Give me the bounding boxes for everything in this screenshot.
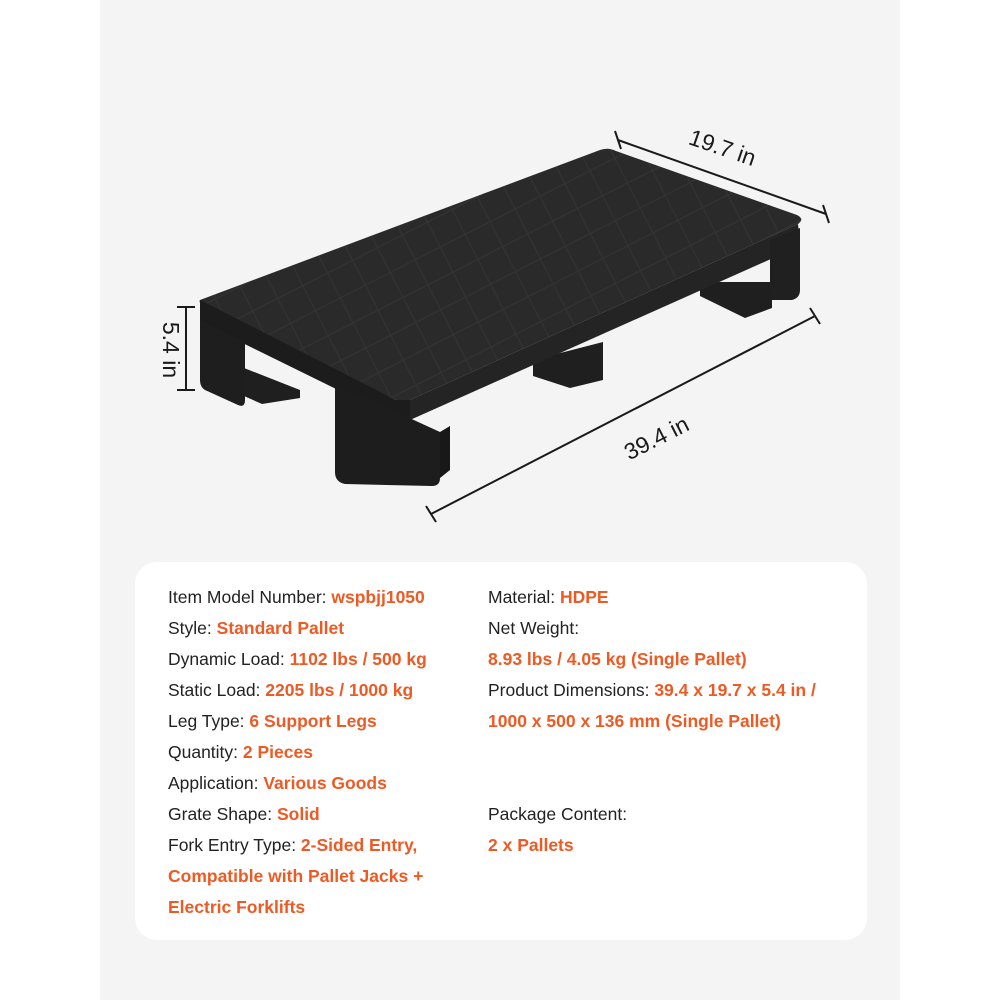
spec-label: Quantity: <box>168 742 243 762</box>
spacer <box>488 737 858 768</box>
spec-leg-type <box>168 706 478 737</box>
spacer <box>488 768 858 799</box>
spec-column-left <box>168 582 478 923</box>
pallet-leg-front-left-inner <box>244 368 300 404</box>
spec-value: 8.93 lbs / 4.05 kg (Single Pallet) <box>488 649 747 669</box>
spec-label: Leg Type: <box>168 711 250 731</box>
spec-label: Material: <box>488 587 560 607</box>
spec-value: wspbjj1050 <box>331 587 425 607</box>
spec-material <box>488 582 858 613</box>
spec-label: Static Load: <box>168 680 266 700</box>
spec-fork-entry-cont <box>168 892 478 923</box>
dimension-label-length: 39.4 in <box>619 410 694 466</box>
spec-value: Electric Forklifts <box>168 897 306 917</box>
spec-value: 2 x Pallets <box>488 835 574 855</box>
spec-grate-shape <box>168 799 478 830</box>
spec-label: Dynamic Load: <box>168 649 290 669</box>
spec-net-weight-label <box>488 613 858 644</box>
spec-label: Application: <box>168 773 264 793</box>
spec-static-load <box>168 675 478 706</box>
dimension-label-width: 19.7 in <box>685 123 760 171</box>
spec-card <box>135 562 867 940</box>
pallet-leg-back-right <box>700 282 772 318</box>
spec-value: 39.4 x 19.7 x 5.4 in / <box>654 680 816 700</box>
spec-product-dimensions-cont <box>488 706 858 737</box>
spec-value: Compatible with Pallet Jacks + <box>168 866 424 886</box>
spec-label: Net Weight: <box>488 618 580 638</box>
spec-label: Style: <box>168 618 217 638</box>
spec-product-dimensions <box>488 675 858 706</box>
spec-application <box>168 768 478 799</box>
spec-quantity <box>168 737 478 768</box>
spec-fork-entry <box>168 830 478 861</box>
spec-style <box>168 613 478 644</box>
dimension-label-height: 5.4 in <box>158 321 184 379</box>
spec-column-right <box>488 582 858 861</box>
spec-fork-entry-cont <box>168 861 478 892</box>
spec-value: 1000 x 500 x 136 mm (Single Pallet) <box>488 711 781 731</box>
spec-label: Item Model Number: <box>168 587 332 607</box>
spec-net-weight-value <box>488 644 858 675</box>
spec-label: Grate Shape: <box>168 804 277 824</box>
spec-value: HDPE <box>559 587 609 607</box>
spec-label: Fork Entry Type: <box>168 835 301 855</box>
spec-value: 6 Support Legs <box>249 711 377 731</box>
spec-label: Product Dimensions: <box>488 680 655 700</box>
spec-package-content-label <box>488 799 858 830</box>
spec-value: Solid <box>276 804 320 824</box>
spec-value: 1102 lbs / 500 kg <box>289 649 427 669</box>
spec-value: Various Goods <box>263 773 387 793</box>
spec-package-content-value <box>488 830 858 861</box>
pallet-leg-right-end <box>770 228 800 300</box>
spec-label: Package Content: <box>488 804 628 824</box>
spec-value: Standard Pallet <box>216 618 345 638</box>
spec-dynamic-load <box>168 644 478 675</box>
spec-value: 2-Sided Entry, <box>300 835 418 855</box>
spec-value: 2 Pieces <box>242 742 313 762</box>
spec-model <box>168 582 478 613</box>
spec-value: 2205 lbs / 1000 kg <box>265 680 414 700</box>
